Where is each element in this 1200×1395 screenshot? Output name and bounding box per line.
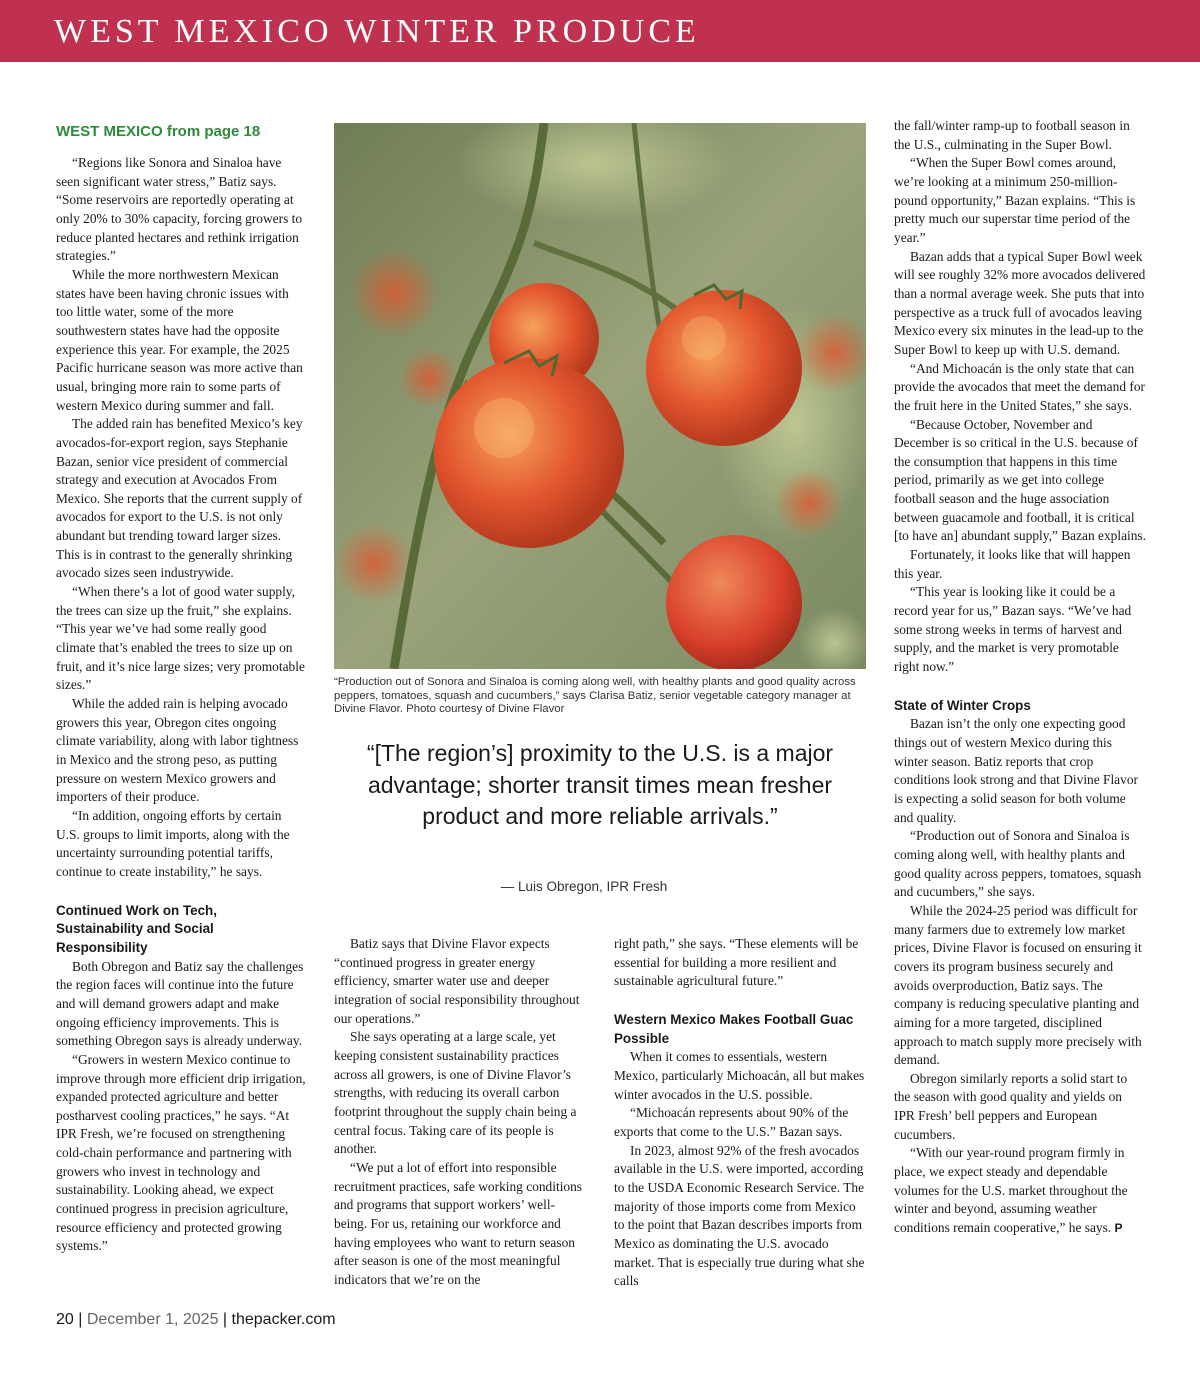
paragraph: “We put a lot of effort into responsible recruitment practices, safe working conditions and programs that support workers’ well-being. For us, retaining our workforce and having employees who want to return season after season is one of the most meaningful indicators that we’re on the [334, 1159, 583, 1287]
pull-quote: “[The region’s] proximity to the U.S. is a major advantage; shorter transit times mean fresher product and more reliable arrivals.” [366, 740, 834, 829]
paragraph: She says operating at a large scale, yet keeping consistent sustainability practices across all growers, is one of Divine Flavor’s strengths, with reducing its overall carbon footprint throughout the supply chain being a central focus. Taking care of its people is another. [334, 1029, 577, 1157]
column-1 [56, 122, 306, 1256]
issue-date: December 1, 2025 [86, 1311, 219, 1328]
paragraph [894, 1144, 1146, 1237]
paragraph: Bazan isn’t the only one expecting good things out of western Mexico during this winter season. Batiz reports that crop conditions look strong and that Divine Flavor is expecting a solid season for both volume and quality. [894, 716, 1138, 825]
paragraph: “In addition, ongoing efforts by certain U.S. groups to limit imports, along with the uncertainty surrounding potential tariffs, continue to create instability,” he says. [56, 807, 290, 879]
subhead: Continued Work on Tech, Sustainability and Social Responsibility [56, 902, 217, 955]
page-number: 20 [56, 1311, 74, 1328]
paragraph: The added rain has benefited Mexico’s key avocados-for-export region, says Stephanie Bazan, senior vice president of commercial strategy and execution at Avocados From Mexico. She reports that the current supply of avocados for export to the U.S. is not only abundant but trending toward larger sizes. This is in contrast to the generally shrinking avocado sizes seen industrywide. [56, 416, 303, 581]
subhead: State of Winter Crops [894, 697, 1031, 713]
column-3 [614, 935, 866, 1291]
paragraph: the fall/winter ramp-up to football season in the U.S., culminating in the Super Bowl. [894, 118, 1130, 152]
footer-separator: | [218, 1311, 232, 1328]
paragraph: In 2023, almost 92% of the fresh avocados available in the U.S. were imported, according to the USDA Economic Research Service. The majority of those imports come from Mexico to the point that Bazan describes imports from Mexico as dominating the U.S. avocado market. That is especially true during what she calls [614, 1142, 865, 1289]
paragraph: right path,” she says. “These elements will be essential for building a more resilient and sustainable agricultural future.” [614, 936, 859, 989]
footer-separator: | [73, 1311, 87, 1328]
section-title: WEST MEXICO WINTER PRODUCE [54, 13, 700, 50]
paragraph: “When there’s a lot of good water supply, the trees can size up the fruit,” she explains. “This year we’ve had some really good climate that’s enabled the trees to size up on fruit, and it’s nice large sizes; very promotable sizes.” [56, 584, 305, 693]
paragraph: While the added rain is helping avocado growers this year, Obregon cites ongoing climate variability, along with labor tightness in Mexico and the strong peso, as putting pressure on western Mexico growers and importers of their produce. [56, 696, 299, 805]
paragraph: Both Obregon and Batiz say the challenges the region faces will continue into the future and will demand growers adapt and make ongoing efficiency improvements. This is something Obregon says is already underway. [56, 958, 304, 1049]
paragraph: “And Michoacán is the only state that can provide the avocados that meet the demand for the fruit here in the United States,” she says. [894, 360, 1145, 413]
paragraph: While the more northwestern Mexican states have been having chronic issues with too little water, some of the more southwestern states have had the opposite experience this year. For example, the 2025 Pacific hurricane season was more active than usual, bringing more rain to some parts of western Mexico during summer and fall. [56, 266, 303, 413]
photo-caption: “Production out of Sonora and Sinaloa is coming along well, with healthy plants and good quality across peppers, tomatoes, squash and cucumbers,” says Clarisa Batiz, senior vegetable category manager at Divine Flavor. Photo courtesy of Divine Flavor [334, 676, 856, 716]
section-banner [0, 0, 1200, 62]
subhead: Western Mexico Makes Football Guac Possible [614, 1011, 854, 1046]
paragraph: Obregon similarly reports a solid start to the season with good quality and yields on IPR Fresh’ bell peppers and European cucumbers. [894, 1070, 1128, 1142]
paragraph-text: “With our year-round program firmly in place, we expect steady and dependable volumes for the U.S. market throughout the winter and beyond, assuming weather conditions remain cooperative,” he says. [894, 1145, 1128, 1236]
paragraph: “Because October, November and December is so critical in the U.S. because of the consumption that happens in this time period, primarily as we get into college football season and the huge association between guacamole and football, it is critical [to have an] abundant supply,” Bazan explains. [894, 416, 1146, 544]
paragraph: “Growers in western Mexico continue to improve through more efficient drip irrigation, expanded protected agriculture and better postharvest cooling practices,” he says. “At IPR Fresh, we’re focused on strengthening cold-chain performance and partnering with growers who invest in technology and sustainability. Looking ahead, we expect continued progress in precision agriculture, resource efficiency and protected growing systems.” [56, 1051, 306, 1254]
tomato-photo [334, 123, 866, 669]
end-mark: P [1114, 1221, 1123, 1236]
paragraph: “When the Super Bowl comes around, we’re looking at a minimum 250-million-pound opportunity,” Bazan explains. “This is pretty much our superstar time period of the year.” [894, 155, 1136, 245]
paragraph: Batiz says that Divine Flavor expects “continued progress in greater energy efficiency, smarter water use and deeper integration of social responsibility throughout our operations.” [334, 936, 580, 1026]
column-4 [894, 117, 1146, 1238]
column-2 [334, 935, 586, 1289]
paragraph: “Production out of Sonora and Sinaloa is coming along well, with healthy plants and good quality across peppers, tomatoes, squash and cucumbers,” she says. [894, 828, 1142, 900]
paragraph: Bazan adds that a typical Super Bowl week will see roughly 32% more avocados delivered than a normal average week. She puts that into perspective as a truck full of avocados leaving Mexico every six minutes in the lead-up to the Super Bowl to keep up with U.S. demand. [894, 248, 1146, 357]
paragraph: While the 2024-25 period was difficult for many farmers due to extremely low market prices, Divine Flavor is focused on ensuring it covers its program business securely and avoids overproduction, Batiz says. The company is reducing speculative planting and aiming for a more targeted, disciplined approach to match supply more precisely with demand. [894, 902, 1142, 1068]
paragraph: “This year is looking like it could be a record year for us,” Bazan says. “We’ve had some strong weeks in terms of harvest and supply, and the market is very promotable right now.” [894, 584, 1132, 675]
paragraph: “Michoacán represents about 90% of the exports that come to the U.S.” Bazan says. [614, 1105, 849, 1139]
paragraph: When it comes to essentials, western Mexico, particularly Michoacán, all but makes winter avocados in the U.S. possible. [614, 1049, 865, 1102]
jump-head: WEST MEXICO from page 18 [56, 123, 261, 140]
paragraph: Fortunately, it looks like that will happen this year. [894, 547, 1131, 581]
page-footer [56, 1311, 336, 1329]
paragraph: “Regions like Sonora and Sinaloa have seen significant water stress,” Batiz says. “Some reservoirs are reportedly operating at only 20% to 30% capacity, forcing growers to reduce planted hectares and rethink irrigation strategies.” [56, 155, 303, 264]
site-name: thepacker.com [231, 1311, 336, 1328]
pull-quote-attribution: — Luis Obregon, IPR Fresh [500, 879, 668, 894]
